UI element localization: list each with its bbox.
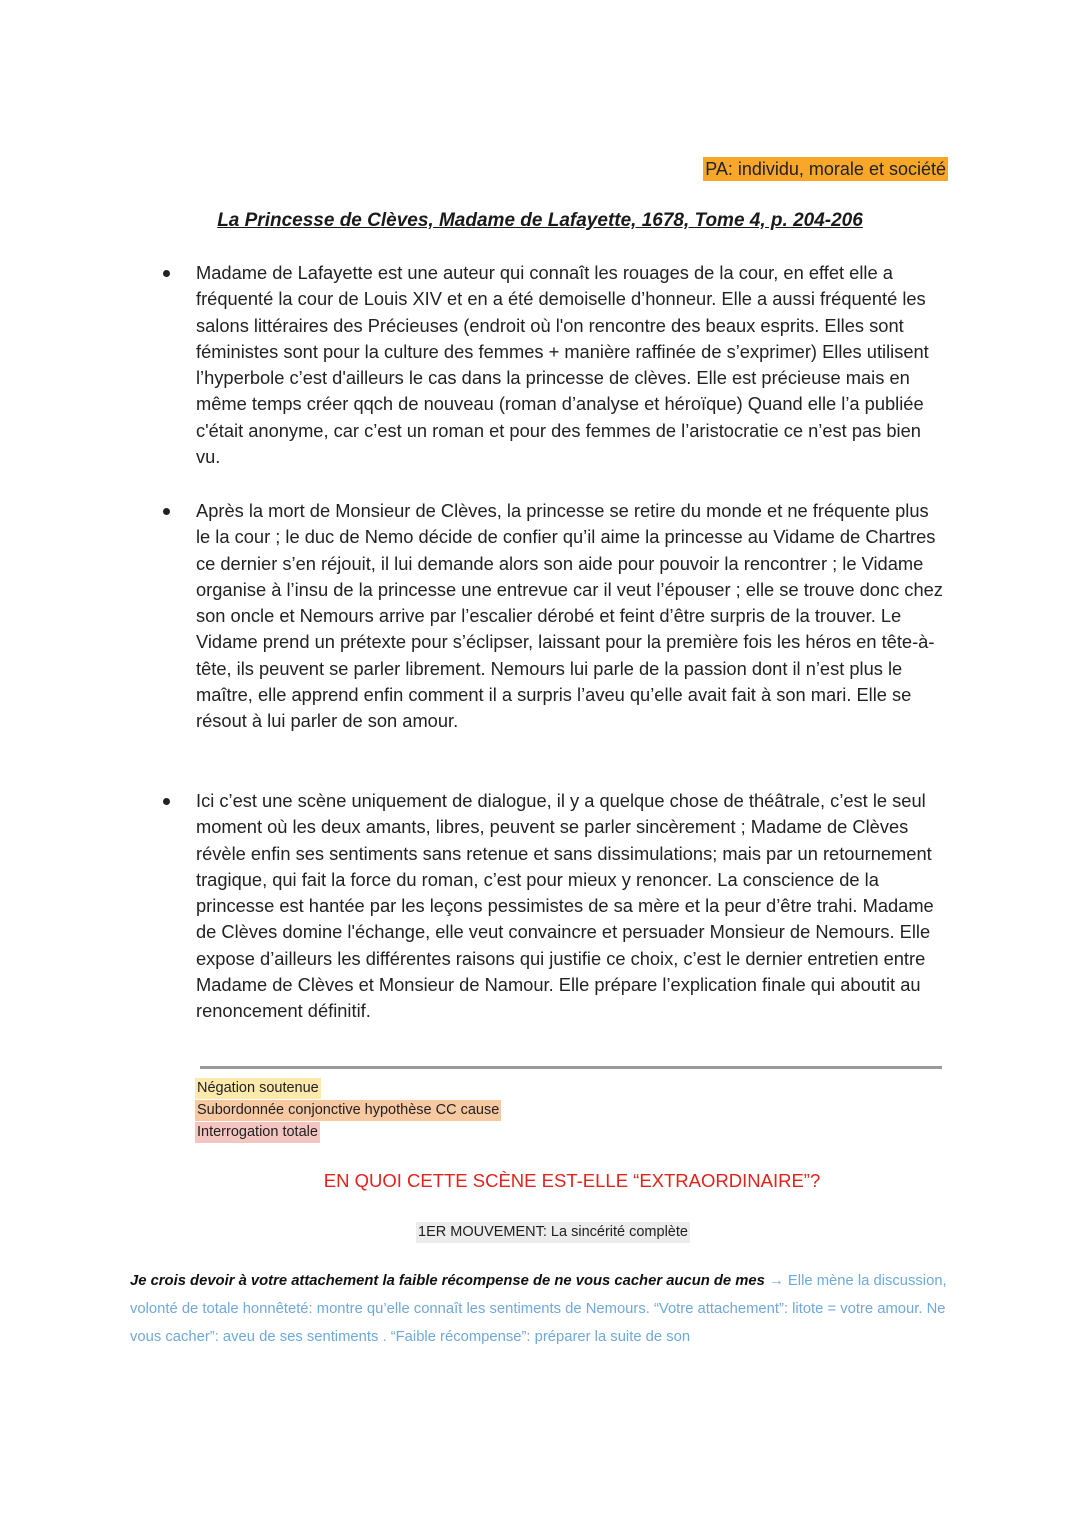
bullet-text: Après la mort de Monsieur de Clèves, la princesse se retire du monde et ne fréquente plus le la cour ; le duc de Nemo décide de confier qu’il aime la princesse au Vidame de Chartres ce dernier s’en réjouit, il lui demande alors son aide pour pouvoir la rencontrer ; le Vidame organise à l’insu de la princesse une entrevue car il veut l’épouser ; elle se trouve donc chez son oncle et Nemours arrive par l’escalier dérobé et feint d’être surpris de la trouver. Le Vidame prend un prétexte pour s’éclipser, laissant pour la première fois les héros en tête-à-tête, ils peuvent se parler librement. Nemours lui parle de la passion dont il n’est plus le maître, elle apprend enfin comment il a surpris l’aveu qu’elle avait fait à son mari. Elle se résout à lui parler de son amour. [196,500,943,732]
bullet-item [196,260,946,470]
bullet-icon [163,508,170,515]
bullet-text: Madame de Lafayette est une auteur qui connaît les rouages de la cour, en effet elle a fréquenté la cour de Louis XIV et en a été demoiselle d’honneur. Elle a aussi fréquenté les salons littéraires des Précieuses (endroit où l'on rencontre des beaux esprits. Elles sont féministes sont pour la culture des femmes + manière raffinée de s’exprimer) Elles utilisent l’hyperbole c’est d'ailleurs le cas dans la princesse de clèves. Elle est précieuse mais en même temps créer qqch de nouveau (roman d’analyse et héroïque) Quand elle l’a publiée c'était anonyme, car c’est un roman et pour des femmes de l’aristocratie ce n’est pas bien vu. [196,262,929,468]
bullet-item [196,498,946,735]
bullet-icon [163,798,170,805]
bullet-item [196,788,946,1025]
color-legend [195,1078,501,1144]
movement-heading: 1ER MOUVEMENT: La sincérité complète [416,1222,690,1243]
horizontal-divider [200,1066,942,1069]
legend-negation: Négation soutenue [195,1078,321,1099]
document-title: La Princesse de Clèves, Madame de Lafayette, 1678, Tome 4, p. 204-206 [217,210,863,231]
bullet-icon [163,270,170,277]
analysis-commentary: Elle mène la discussion, volonté de totale honnêteté: montre qu’elle connaît les sentiments de Nemours. “Votre attachement”: litote = votre amour. Ne vous cacher”: aveu de ses sentiments . “Faible récompense”: préparer la suite de son [130,1273,947,1345]
legend-interrogation: Interrogation totale [195,1122,320,1143]
analysis-quote: Je crois devoir à votre attachement la faible récompense de ne vous cacher aucun de mes [130,1273,765,1289]
theme-tag: PA: individu, morale et société [705,159,946,179]
problem-question: EN QUOI CETTE SCÈNE EST-ELLE “EXTRAORDINAIRE”? [323,1170,821,1191]
bullet-text: Ici c’est une scène uniquement de dialogue, il y a quelque chose de théâtrale, c’est le seul moment où les deux amants, libres, peuvent se parler sincèrement ; Madame de Clèves révèle enfin ses sentiments sans retenue et sans dissimulations; mais par un retournement tragique, qui fait la force du roman, c’est pour mieux y renoncer. La conscience de la princesse est hantée par les leçons pessimistes de sa mère et la peur d’être trahi. Madame de Clèves domine l'échange, elle veut convaincre et persuader Monsieur de Nemours. Elle expose d’ailleurs les différentes raisons qui justifie ce choix, c’est le dernier entretien entre Madame de Clèves et Monsieur de Namour. Elle prépare l’explication finale qui aboutit au renoncement définitif. [196,790,934,1022]
legend-subordinate: Subordonnée conjonctive hypothèse CC cause [195,1100,501,1121]
arrow-icon: → [764,1273,788,1289]
analysis-paragraph [130,1267,952,1351]
